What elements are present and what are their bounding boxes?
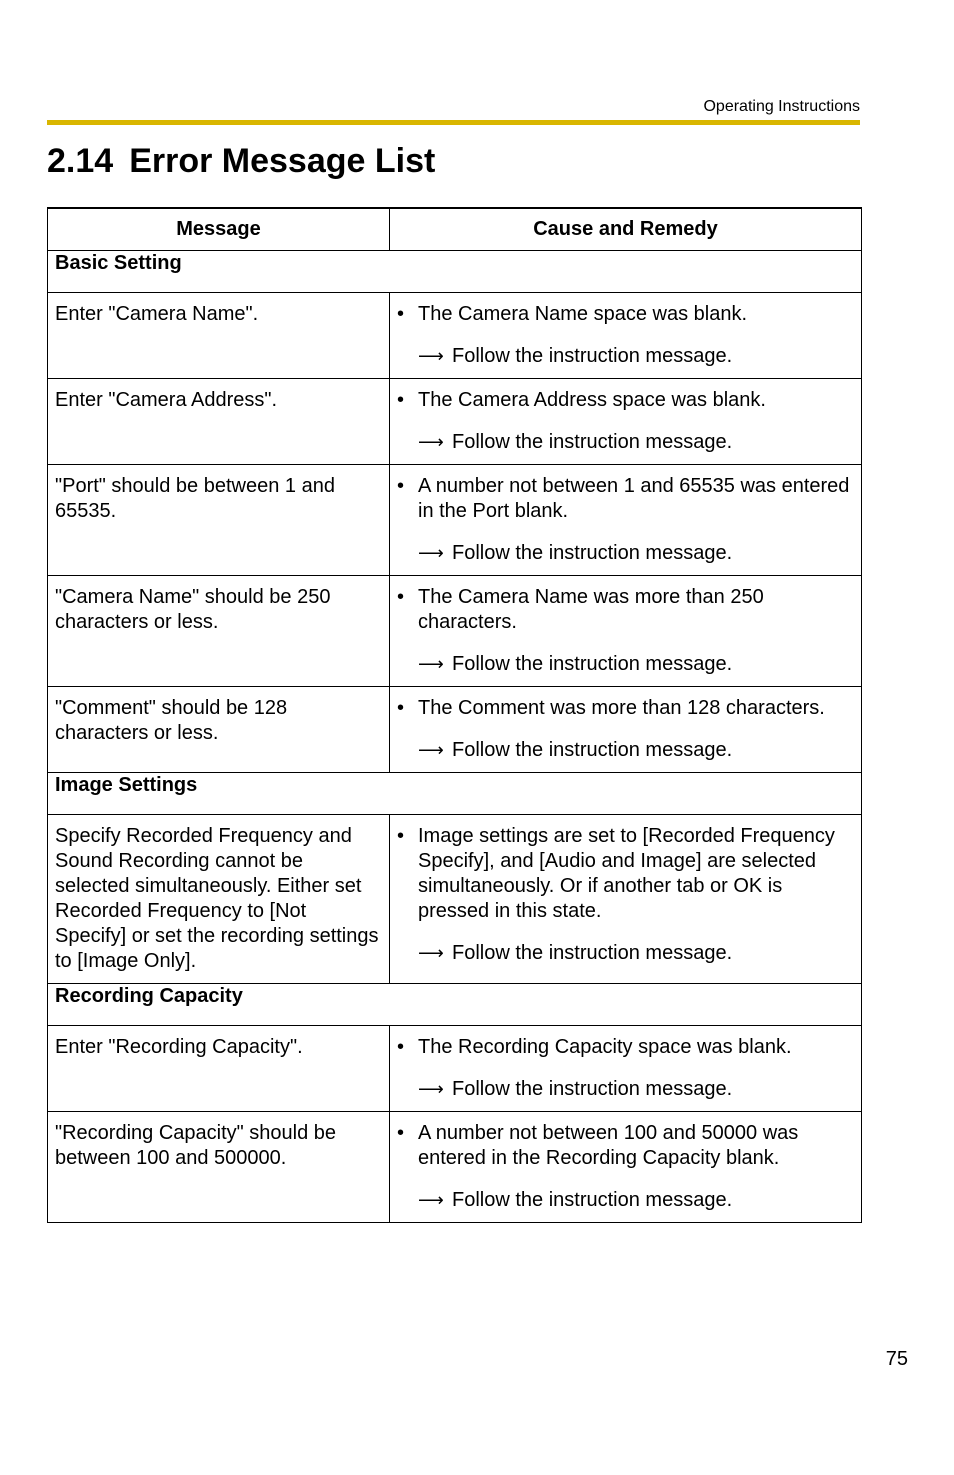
table-row <box>48 687 862 773</box>
cause-remedy-cell <box>390 379 862 465</box>
page-number: 75 <box>885 1348 908 1370</box>
section-heading: Image Settings <box>48 773 862 815</box>
section-row <box>48 251 862 293</box>
remedy-text: Follow the instruction message. <box>452 1078 733 1100</box>
section-heading: Recording Capacity <box>48 984 862 1026</box>
page-title <box>47 140 435 182</box>
section-row <box>48 984 862 1026</box>
table-row <box>48 1026 862 1112</box>
cause-remedy-cell <box>390 1026 862 1112</box>
cause-bullet <box>397 302 855 327</box>
section-row <box>48 773 862 815</box>
cause-remedy-cell <box>390 1112 862 1223</box>
cause-text: A number not between 1 and 65535 was entered in the Port blank. <box>418 475 850 522</box>
arrow-right-icon: ⟶ <box>418 432 444 452</box>
table-body <box>48 251 862 1223</box>
header-rule <box>47 120 860 125</box>
message-cell: Specify Recorded Frequency and Sound Recording cannot be selected simultaneously. Either set Recorded Frequency to [Not Specify] or set the recording settings to [Image Only]. <box>48 815 390 984</box>
bullet-glyph: • <box>397 303 405 325</box>
bullet-glyph: • <box>397 1122 405 1144</box>
arrow-right-icon: ⟶ <box>418 740 444 760</box>
section-heading: Basic Setting <box>48 251 862 293</box>
remedy-text: Follow the instruction message. <box>452 542 733 564</box>
cause-remedy-cell <box>390 576 862 687</box>
cause-bullet <box>397 388 855 413</box>
table-row <box>48 379 862 465</box>
arrow-right-icon: ⟶ <box>418 654 444 674</box>
bullet-glyph: • <box>397 389 405 411</box>
remedy-line <box>397 652 855 677</box>
error-message-table <box>47 207 862 1223</box>
table-row <box>48 1112 862 1223</box>
bullet-glyph: • <box>397 586 405 608</box>
arrow-right-icon: ⟶ <box>418 346 444 366</box>
cause-bullet <box>397 1035 855 1060</box>
running-header: Operating Instructions <box>703 98 860 115</box>
cause-remedy-cell <box>390 293 862 379</box>
column-header-message: Message <box>48 208 390 251</box>
remedy-text: Follow the instruction message. <box>452 942 733 964</box>
remedy-line <box>397 1188 855 1213</box>
arrow-right-icon: ⟶ <box>418 543 444 563</box>
cause-text: The Comment was more than 128 characters. <box>418 697 825 719</box>
remedy-text: Follow the instruction message. <box>452 653 733 675</box>
cause-remedy-cell <box>390 687 862 773</box>
remedy-line <box>397 941 855 966</box>
cause-bullet <box>397 696 855 721</box>
table-row <box>48 293 862 379</box>
remedy-line <box>397 541 855 566</box>
section-number: 2.14 <box>47 142 114 180</box>
remedy-text: Follow the instruction message. <box>452 431 733 453</box>
message-cell: "Camera Name" should be 250 characters or less. <box>48 576 390 687</box>
table-row <box>48 576 862 687</box>
message-cell: "Comment" should be 128 characters or less. <box>48 687 390 773</box>
cause-text: The Camera Address space was blank. <box>418 389 766 411</box>
table-row <box>48 815 862 984</box>
cause-remedy-cell <box>390 815 862 984</box>
cause-bullet <box>397 824 855 924</box>
message-cell: Enter "Camera Address". <box>48 379 390 465</box>
bullet-glyph: • <box>397 475 405 497</box>
bullet-glyph: • <box>397 697 405 719</box>
remedy-line <box>397 738 855 763</box>
column-header-cause: Cause and Remedy <box>390 208 862 251</box>
message-cell: "Port" should be between 1 and 65535. <box>48 465 390 576</box>
arrow-right-icon: ⟶ <box>418 1079 444 1099</box>
section-title: Error Message List <box>129 142 436 180</box>
arrow-right-icon: ⟶ <box>418 1190 444 1210</box>
message-cell: Enter "Recording Capacity". <box>48 1026 390 1112</box>
remedy-text: Follow the instruction message. <box>452 1189 733 1211</box>
cause-text: The Camera Name space was blank. <box>418 303 748 325</box>
remedy-line <box>397 430 855 455</box>
bullet-glyph: • <box>397 825 405 847</box>
cause-bullet <box>397 1121 855 1171</box>
bullet-glyph: • <box>397 1036 405 1058</box>
cause-text: Image settings are set to [Recorded Frequency Specify], and [Audio and Image] are selected simultaneously. Or if another tab or OK is pressed in this state. <box>418 825 835 922</box>
cause-bullet <box>397 474 855 524</box>
arrow-right-icon: ⟶ <box>418 943 444 963</box>
message-cell: Enter "Camera Name". <box>48 293 390 379</box>
cause-text: A number not between 100 and 50000 was entered in the Recording Capacity blank. <box>418 1122 799 1169</box>
remedy-line <box>397 1077 855 1102</box>
table-row <box>48 465 862 576</box>
message-cell: "Recording Capacity" should be between 100 and 500000. <box>48 1112 390 1223</box>
remedy-text: Follow the instruction message. <box>452 739 733 761</box>
table-header-row <box>48 208 862 251</box>
cause-text: The Recording Capacity space was blank. <box>418 1036 792 1058</box>
cause-text: The Camera Name was more than 250 characters. <box>418 586 764 633</box>
remedy-line <box>397 344 855 369</box>
cause-remedy-cell <box>390 465 862 576</box>
remedy-text: Follow the instruction message. <box>452 345 733 367</box>
cause-bullet <box>397 585 855 635</box>
